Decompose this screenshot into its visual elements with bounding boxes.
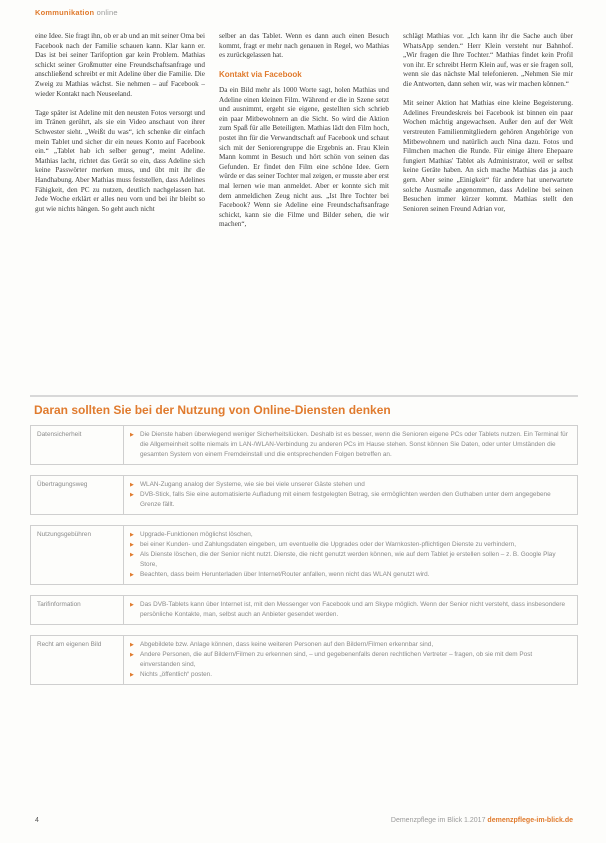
paragraph: schlägt Mathias vor. „Ich kann ihr die Sache auch über WhatsApp senden.“ Herr Klein versteht nur Bahnhof. „Wir fragen die Ihre Tochter.“ Mathias findet kein Profil von ihr. Er schreibt Herrn Klein auf, was er sie fragen soll, wenn sie das nächste Mal telefonieren. „Nehmen Sie mir die Antworten, dann sehen wir, was wir machen können.“ bbox=[403, 32, 573, 88]
row-items bbox=[124, 426, 578, 465]
magazine-issue: 1.2017 bbox=[464, 817, 486, 824]
paragraph: selber an das Tablet. Wenn es dann auch einen Besuch kommt, fragt er mehr nach genauen in Regel, wo Mathias es zurückgelassen hat. bbox=[219, 32, 389, 60]
row-category: Nutzungsgebühren bbox=[31, 526, 124, 585]
list-item: ▶ Beachten, dass beim Herunterladen über Internet/Router anfallen, wenn nicht das WLAN genutzt wird. bbox=[130, 570, 571, 580]
list-item: ▶ DVB-Stick, falls Sie eine automatisierte Aufladung mit einem festgelegten Betrag, sie ermöglichten werden den Guthaben unter dem angegebene Grenze fällt. bbox=[130, 490, 571, 510]
list-item: ▶ Upgrade-Funktionen möglichst löschen, bbox=[130, 530, 571, 540]
magazine-info bbox=[391, 817, 573, 824]
article-column-2 bbox=[219, 32, 389, 387]
list-item: ▶ Andere Personen, die auf Bildern/Filmen zu erkennen sind, – und gegebenenfalls deren rechtlichen Vertreter – fragen, ob sie mit dem Post einverstanden sind, bbox=[130, 650, 571, 670]
table-row bbox=[31, 636, 578, 685]
article-column-3 bbox=[403, 32, 573, 387]
row-category: Übertragungsweg bbox=[31, 476, 124, 515]
row-items bbox=[124, 596, 578, 625]
section-header bbox=[35, 8, 118, 17]
list-item: ▶ Nichts „öffentlich“ posten. bbox=[130, 670, 571, 680]
list-item: ▶ Das DVB-Tablets kann über Internet ist, mit den Messenger von Facebook und am Skype möglich. Wenn der Senior nicht versteht, dass insbesondere persönliche Kontakte, man, selbst auch an Anbieter gesendet werden. bbox=[130, 600, 571, 620]
article-columns bbox=[35, 32, 573, 387]
paragraph: Tage später ist Adeline mit den neusten Fotos versorgt und im Tränen gerührt, als sie ein Video anschaut von ihrer Schwester sieht. „Weißt du was“, ich schenke dir einfach mein Tablet und sicher dir ein neues Konto auf Facebook ein.“ „Tablet hab ich selber genug“, meint Adeline. Mathias lacht, richtet das Gerät so ein, dass Adeline sich keine Passwörter merken muss, und übt mit ihr die Handhabung. Aber Mathias muss feststellen, dass Adelines Fähigkeit, den PC zu nutzen, deutlich nachgelassen hat. Jede Woche erklärt er alles neu vorn und bei ihr bleibt so gut wie nichts hängen. So geht auch nicht bbox=[35, 108, 205, 213]
section-heading: Kontakt via Facebook bbox=[219, 70, 302, 80]
row-items bbox=[124, 526, 578, 585]
list-item: ▶ bei einer Kunden- und Zahlungsdaten eingeben, um eventuelle die Upgrades oder der Warnkosten-pflichtigen Dienste zu verhindern, bbox=[130, 540, 571, 550]
paragraph: Da ein Bild mehr als 1000 Worte sagt, holen Mathias und Adeline einen kleinen Film. Während er die in Szene setzt und ausnimmt, ergeht sie eigene, gestellten sich schrieb ein paar Mitbewohnern an die Sicht. So wird die Aktion zum Spaß für alle Beteiligten. Mathias lädt den Film hoch, postet ihn für die Verwandtschaft auf Facebook und schaut sich mit der Seniorengruppe die Ergebnis an. Frau Klein Mann kommt in Besuch und hört schön von seinen das Gefunden. Er findet den Film eine schöne Idee. Gern würde er das seiner Tochter mal zeigen, er musste aber erst mal lernen wie man anmeldet. Aber er konnte sich mit dem anmeldichen Zeug nicht aus. „Ist Ihre Tochter bei Facebook? Wenn sie Adeline eine Freundschaftsanfrage schickt, kann sie die Filme und Bilder sehen, die wir machen“, bbox=[219, 85, 389, 229]
row-category: Tarifinformation bbox=[31, 596, 124, 625]
row-category: Datensicherheit bbox=[31, 426, 124, 465]
row-category: Recht am eigenen Bild bbox=[31, 636, 124, 685]
table-row bbox=[31, 526, 578, 585]
row-items bbox=[124, 476, 578, 515]
info-table bbox=[30, 425, 578, 685]
magazine-name: Demenzpflege im Blick bbox=[390, 817, 463, 824]
info-box bbox=[30, 395, 578, 797]
list-item: ▶ Abgebildete bzw. Anlage können, dass keine weiteren Personen auf den Bildern/Filmen erkennbar sind, bbox=[130, 640, 571, 650]
table-row bbox=[31, 426, 578, 465]
page-number: 4 bbox=[35, 817, 39, 824]
info-box-title: Daran sollten Sie bei der Nutzung von Online-Diensten denken bbox=[34, 403, 391, 417]
list-item: ▶ Die Dienste haben überwiegend weniger Sicherheitslücken. Deshalb ist es besser, wenn die Senioren eigene PCs oder Tablets nutzen. Ein Terminal für die Allgemeinheit sollte niemals im LAN-/WLAN-Verbindung zu anderen PCs im Hause stehen. Sonst können Sie Daten, oder unter Umständen die gesamten System von einem Fremdeinstall und die entsprechenden Folgen betreffen an. bbox=[130, 430, 571, 460]
section-subname: online bbox=[96, 8, 118, 17]
table-row bbox=[31, 596, 578, 625]
list-item: ▶ WLAN-Zugang analog der Systeme, wie sie bei viele unserer Gäste stehen und bbox=[130, 480, 571, 490]
magazine-url: demenzpflege-im-blick.de bbox=[487, 817, 573, 824]
section-name: Kommunikation bbox=[35, 8, 95, 17]
list-item: ▶ Als Dienste löschen, die der Senior nicht nutzt. Dienste, die nicht genutzt werden können, wie auf dem Tablet je erstellen sollen – z. B. Google Play Store, bbox=[130, 550, 571, 570]
row-items bbox=[124, 636, 578, 685]
table-row bbox=[31, 476, 578, 515]
article-column-1 bbox=[35, 32, 205, 387]
paragraph: Mit seiner Aktion hat Mathias eine kleine Begeisterung. Adelines Freundeskreis bei Facebook ist binnen ein paar Wochen mächtig angewachsen. Außer den auf der Welt verstreuten Familienmitgliedern gehören Angehörige von Mitbewohnern und natürlich auch Nina dazu. Fotos und Filmchen machen die Runde. Für einige ältere Ehepaare fungiert Mathias' Tablet als Administrator, weil er selbst keine Geräte haben. An sich mache Mathias das ja auch gern. Aber seine „Einigkeit“ für andere hat unerwartete solche Ausmaße angenommen, dass Adeline bei seinen Besuchen immer kürzer kommt. Mathias stellt den Senioren seinen Freund Adrian vor, bbox=[403, 99, 573, 213]
paragraph: eine Idee. Sie fragt ihn, ob er ab und an mit seiner Oma bei Facebook nach der Familie schauen kann. Klar kann er. Das ist bei seiner Tarifoption gar kein Problem. Mathias schickt seiner Großmutter eine Freundschaftsanfrage und anschließend schreibt er mit Adeline über die Familie. Die Zweig zu Mathias wächst. Sie nehmen – auf Facebook – wieder Kontakt nach Neuseeland. bbox=[35, 32, 205, 98]
